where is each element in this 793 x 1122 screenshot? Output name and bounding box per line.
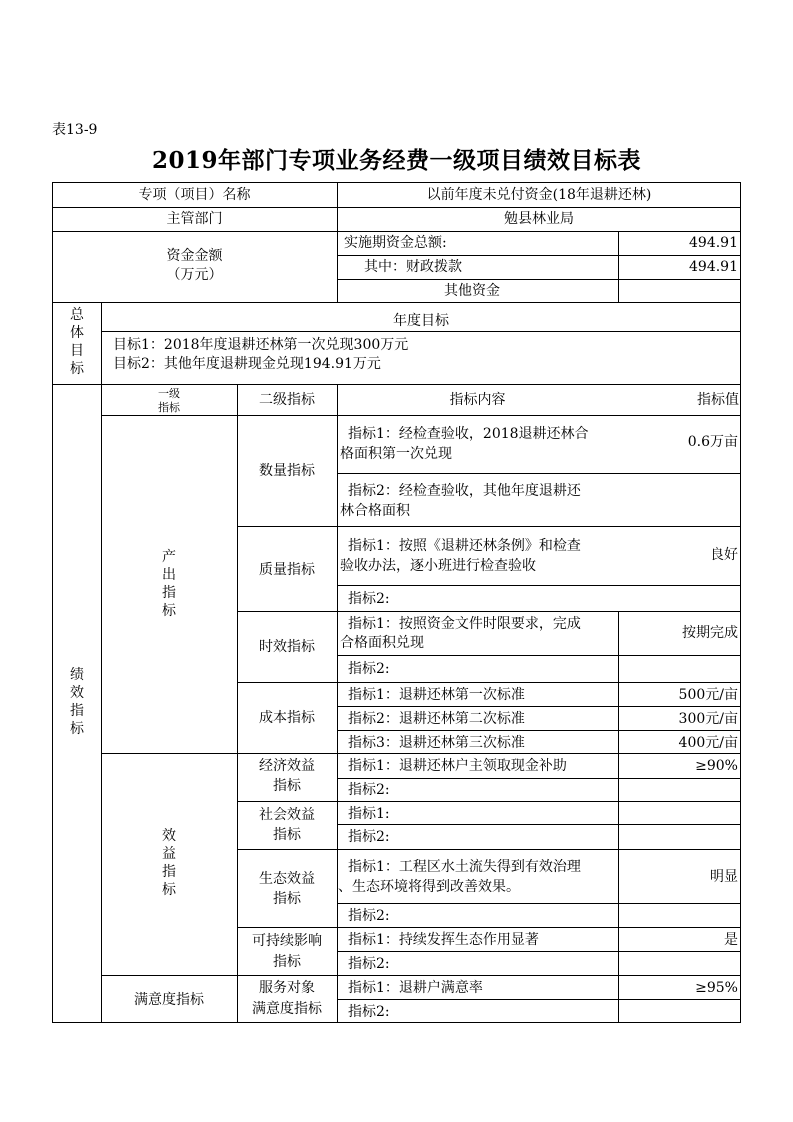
total-funds-label: 实施期资金总额:	[344, 235, 447, 251]
quality-1-value: 良好	[710, 547, 738, 563]
ecological-1-value: 明显	[710, 869, 738, 885]
sustainability-2: 指标2:	[348, 956, 390, 972]
fund-label-line2: （万元）	[166, 267, 223, 283]
sustainability-indicator-line2: 指标	[273, 954, 301, 970]
form-code: 表13-9	[52, 122, 98, 138]
quantity-1-line1: 指标1：经检查验收，2018退耕还林合	[348, 426, 589, 442]
service-satisfaction-line1: 服务对象	[259, 980, 315, 996]
benefit-indicator-label: 效 益 指 标	[162, 828, 176, 898]
sustainability-1: 指标1：持续发挥生态作用显著	[348, 932, 539, 948]
col-content: 指标内容	[449, 392, 506, 408]
cost-indicator: 成本指标	[259, 710, 315, 726]
col-value: 指标值	[697, 392, 739, 408]
project-name-label: 专项（项目）名称	[138, 187, 251, 203]
fund-label-line1: 资金金额	[166, 248, 223, 264]
col-level2: 二级指标	[259, 392, 315, 408]
quantity-1-value: 0.6万亩	[687, 434, 738, 450]
economic-1-value: ≥90%	[695, 758, 738, 774]
ecological-indicator-line2: 指标	[273, 891, 301, 907]
economic-2: 指标2:	[348, 782, 390, 798]
service-1: 指标1：退耕户满意率	[348, 980, 483, 996]
project-name-value: 以前年度未兑付资金(18年退耕还林)	[426, 187, 652, 203]
fiscal-funds-value: 494.91	[689, 259, 738, 275]
service-2: 指标2:	[348, 1004, 390, 1020]
cost-2: 指标2：退耕还林第二次标准	[348, 711, 525, 727]
economic-indicator-line2: 指标	[273, 778, 301, 794]
quality-1-line2: 验收办法，逐小班进行检查验收	[340, 558, 536, 574]
goal-1: 目标1：2018年度退耕还林第一次兑现300万元	[113, 337, 409, 353]
service-1-value: ≥95%	[695, 980, 738, 996]
dept-value: 勉县林业局	[504, 211, 574, 227]
col-level1-line1: 一级	[158, 387, 180, 400]
cost-3-value: 400元/亩	[678, 735, 738, 751]
performance-indicator-label: 绩 效 指 标	[70, 667, 84, 737]
cost-3: 指标3：退耕还林第三次标准	[348, 735, 525, 751]
quality-1-line1: 指标1：按照《退耕还林条例》和检查	[348, 538, 581, 554]
social-indicator-line1: 社会效益	[259, 807, 315, 823]
ecological-indicator-line1: 生态效益	[259, 871, 315, 887]
social-indicator-line2: 指标	[273, 827, 301, 843]
output-indicator-label: 产 出 指 标	[162, 549, 176, 619]
timeliness-1-value: 按期完成	[682, 625, 738, 641]
service-satisfaction-line2: 满意度指标	[252, 1001, 322, 1017]
goal-2: 目标2：其他年度退耕现金兑现194.91万元	[113, 356, 381, 372]
quantity-1-line2: 格面积第一次兑现	[340, 446, 452, 462]
sustainability-indicator-line1: 可持续影响	[252, 933, 322, 949]
cost-1-value: 500元/亩	[678, 687, 738, 703]
timeliness-indicator: 时效指标	[259, 639, 315, 655]
fiscal-funds-label: 其中：财政拨款	[364, 259, 462, 275]
cost-2-value: 300元/亩	[678, 711, 738, 727]
social-1: 指标1:	[348, 806, 390, 822]
overall-goal-label: 总 体 目 标	[70, 307, 84, 377]
ecological-1-line2: 、生态环境将得到改善效果。	[338, 879, 520, 895]
ecological-2: 指标2:	[348, 908, 390, 924]
col-level1-line2: 指标	[158, 401, 180, 414]
page-title: 2019年部门专项业务经费一级项目绩效目标表	[151, 147, 641, 174]
timeliness-1-line1: 指标1：按照资金文件时限要求，完成	[348, 616, 581, 632]
economic-1: 指标1：退耕还林户主领取现金补助	[348, 758, 567, 774]
timeliness-2: 指标2:	[348, 661, 390, 677]
quantity-2-line2: 林合格面积	[340, 503, 410, 519]
quantity-2-line1: 指标2：经检查验收，其他年度退耕还	[348, 483, 581, 499]
quantity-indicator: 数量指标	[259, 463, 315, 479]
dept-label: 主管部门	[166, 211, 223, 227]
sustainability-1-value: 是	[724, 932, 738, 948]
timeliness-1-line2: 合格面积兑现	[340, 635, 424, 651]
satisfaction-indicator-label: 满意度指标	[134, 992, 204, 1008]
quality-indicator: 质量指标	[259, 562, 315, 578]
ecological-1-line1: 指标1：工程区水土流失得到有效治理	[348, 859, 581, 875]
social-2: 指标2:	[348, 829, 390, 845]
cost-1: 指标1：退耕还林第一次标准	[348, 687, 525, 703]
economic-indicator-line1: 经济效益	[259, 758, 315, 774]
total-funds-value: 494.91	[689, 235, 738, 251]
other-funds-label: 其他资金	[444, 283, 500, 299]
annual-goal-label: 年度目标	[393, 313, 449, 329]
quality-2: 指标2:	[348, 591, 390, 607]
